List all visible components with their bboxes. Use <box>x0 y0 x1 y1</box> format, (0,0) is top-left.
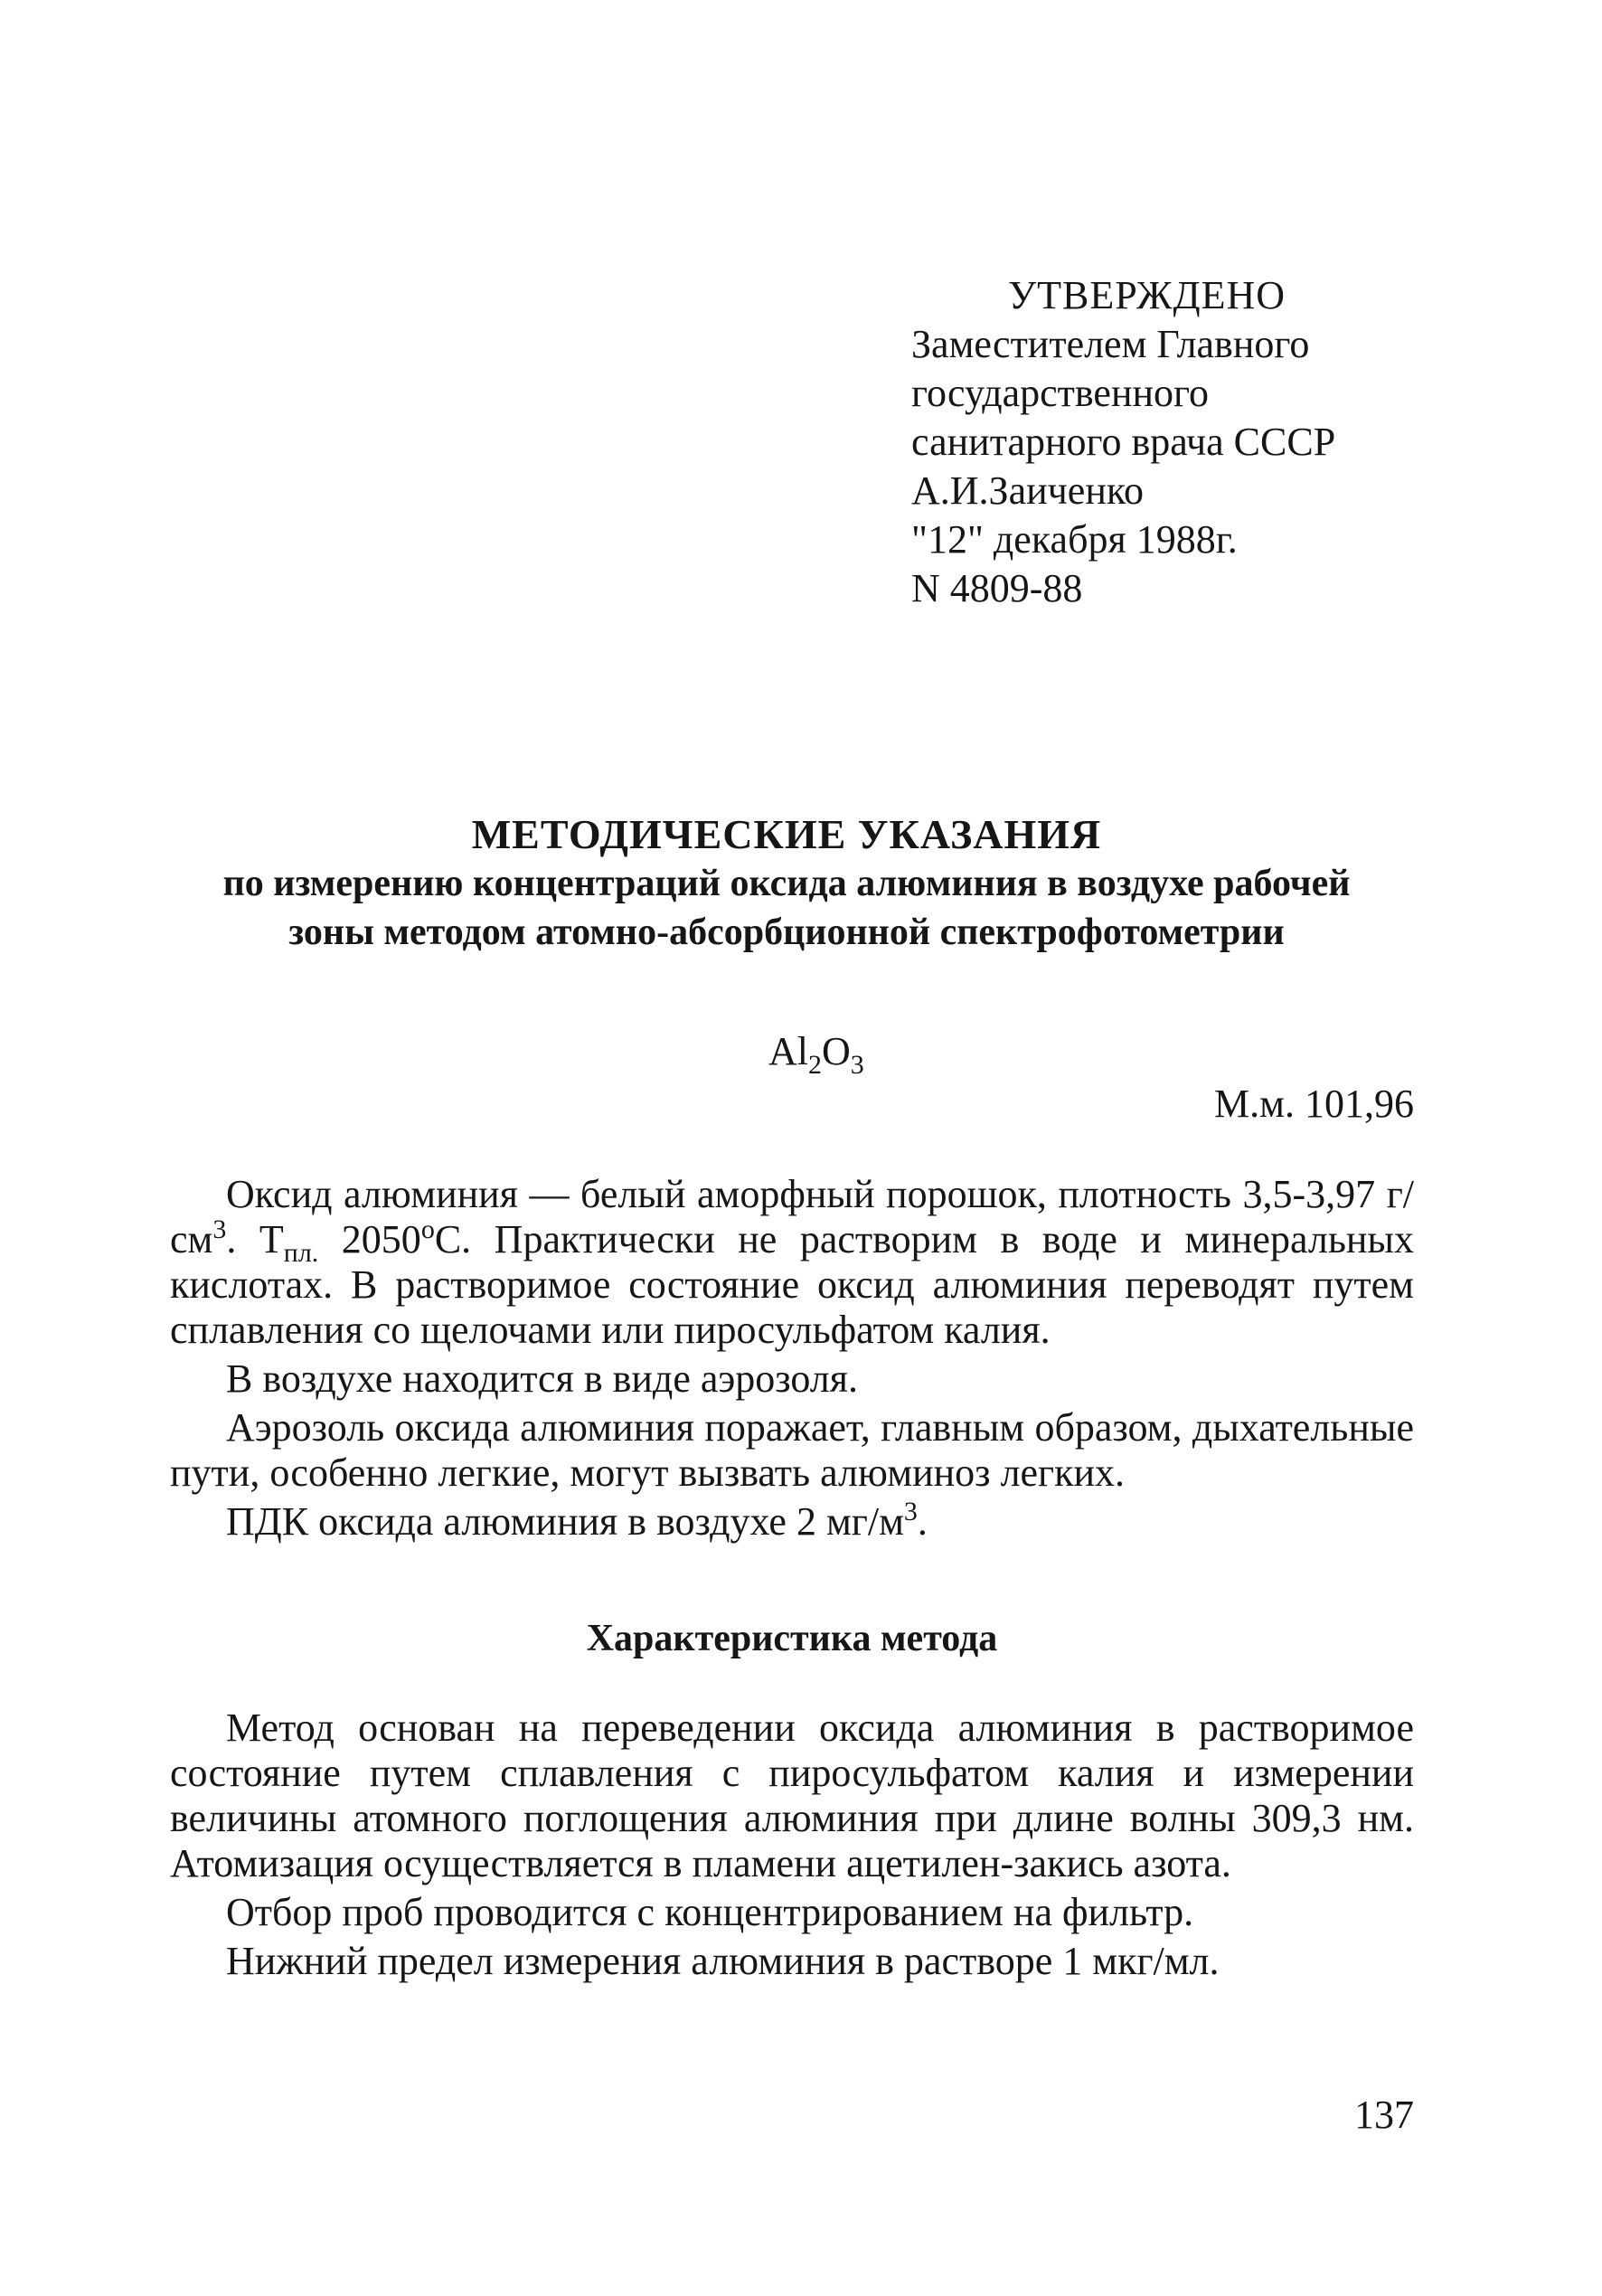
method-text <box>170 1705 1414 1984</box>
text-run: С. Практически не растворим в воде и минеральных кислотах. В растворимое состояние оксид алюминия переводят путем сплавления со щелочами или пиросульфатом калия. <box>170 1217 1414 1352</box>
formula-subscript: 3 <box>850 1050 864 1080</box>
chemical-formula <box>768 1027 864 1090</box>
paragraph: Отбор проб проводится с концентрированием на фильтр. <box>226 1890 1194 1934</box>
molar-mass: М.м. 101,96 <box>1214 1082 1414 1126</box>
formula-element: Al <box>768 1029 808 1073</box>
text-run: ПДК оксида алюминия в воздухе 2 мг/м <box>226 1499 904 1544</box>
formula-subscript: 2 <box>808 1050 822 1080</box>
paragraph: Метод основан на переведении оксида алюминия в растворимое состояние путем сплавления с пиросульфатом калия и измерении величины атомного поглощения алюминия при длине волны 309,3 нм. Атомизация осуществляется в пламени ацетилен-закись азота. <box>170 1705 1414 1885</box>
page-number: 137 <box>1354 2093 1414 2137</box>
approval-line: государственного <box>911 371 1209 415</box>
description-text <box>170 1172 1414 1545</box>
approval-title: УТВЕРЖДЕНО <box>1008 273 1286 317</box>
approval-line: А.И.Заиченко <box>911 468 1145 513</box>
superscript: 3 <box>903 1497 918 1526</box>
document-title-line: зоны методом атомно-абсорбционной спектрофотометрии <box>288 912 1285 953</box>
approval-line: N 4809-88 <box>911 566 1083 610</box>
superscript: 3 <box>212 1214 227 1244</box>
document-title <box>163 810 1410 957</box>
text-run: Оксид алюминия — белый аморфный порошок, плотность 3,5-3,97 г/см <box>170 1172 1414 1261</box>
approval-line: "12" декабря 1988г. <box>911 517 1238 562</box>
approval-line: Заместителем Главного <box>911 322 1310 366</box>
text-run: 2050 <box>318 1217 421 1261</box>
paragraph <box>170 1499 1414 1545</box>
formula-element: O <box>822 1029 851 1073</box>
text-run: . <box>917 1499 928 1544</box>
paragraph: Аэрозоль оксида алюминия поражает, главным образом, дыхательные пути, особенно легкие, могут вызвать алюминоз легких. <box>170 1405 1414 1495</box>
superscript: о <box>420 1214 435 1244</box>
approval-stamp <box>911 271 1454 613</box>
paragraph <box>170 1172 1414 1353</box>
section-title: Характеристика метода <box>586 1618 998 1659</box>
text-run: . Т <box>226 1217 284 1261</box>
paragraph: В воздухе находится в виде аэрозоля. <box>226 1356 858 1401</box>
paragraph: Нижний предел измерения алюминия в растворе 1 мкг/мл. <box>226 1939 1220 1983</box>
document-title-main: МЕТОДИЧЕСКИЕ УКАЗАНИЯ <box>471 811 1102 857</box>
subscript: пл. <box>283 1238 319 1268</box>
document-title-line: по измерению концентраций оксида алюминия в воздухе рабочей <box>222 863 1351 904</box>
approval-line: санитарного врача СССР <box>911 420 1336 464</box>
